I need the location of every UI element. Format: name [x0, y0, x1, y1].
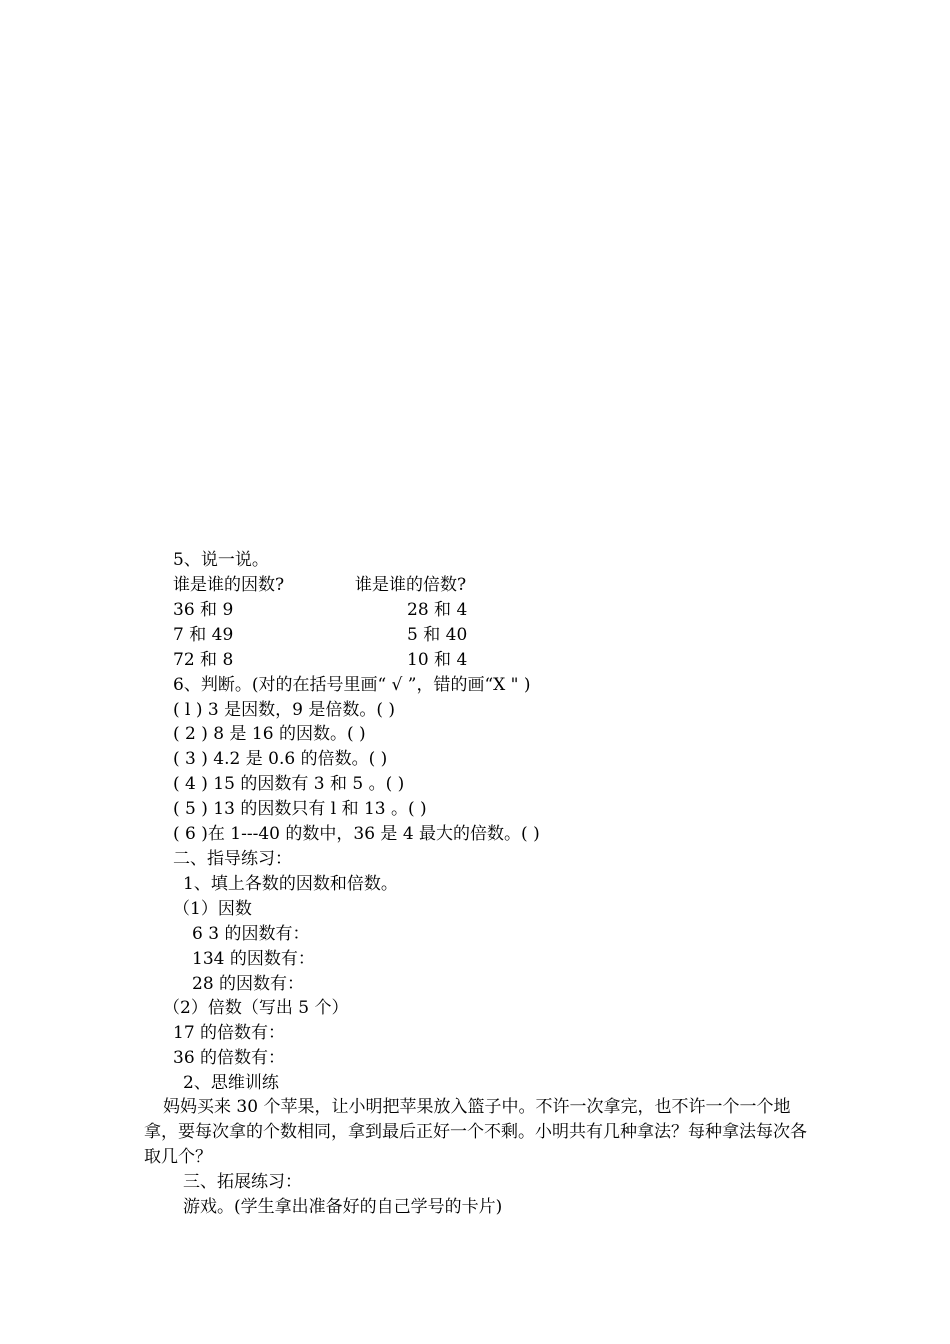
pair-right: 5 和 40	[407, 625, 468, 645]
multiple-blank: 17 的倍数有：	[173, 1023, 286, 1043]
judge-item: ( 5 ) 13 的因数只有 l 和 13 。( )	[173, 799, 427, 819]
pair-left: 7 和 49	[173, 625, 234, 645]
judge-item: ( 2 ) 8 是 16 的因数。( )	[173, 724, 366, 744]
question2-heading: 2、思维训练	[183, 1073, 279, 1093]
judge-item: ( 6 )在 1---40 的数中，36 是 4 最大的倍数。( )	[173, 824, 540, 844]
multiple-column-title: 谁是谁的倍数?	[355, 575, 467, 595]
pair-right: 10 和 4	[407, 650, 468, 670]
section6-heading: 6、判断。(对的在括号里画“ √ ”，错的画“X " )	[173, 675, 531, 695]
factors-heading: （1）因数	[173, 899, 252, 919]
factor-blank: 134 的因数有：	[192, 949, 315, 969]
factor-blank: 6 3 的因数有：	[192, 924, 310, 944]
guided-practice-heading: 二、指导练习：	[173, 849, 292, 869]
pair-left: 72 和 8	[173, 650, 234, 670]
multiple-blank: 36 的倍数有：	[173, 1048, 286, 1068]
pair-right: 28 和 4	[407, 600, 468, 620]
factor-blank: 28 的因数有：	[192, 974, 305, 994]
multiples-heading: （2）倍数（写出 5 个）	[163, 998, 349, 1018]
thinking-problem-text: 妈妈买来 30 个苹果，让小明把苹果放入篮子中。不许一次拿完，也不许一个一个地拿，要每次拿的个数相同，拿到最后正好一个不剩。小明共有几种拿法？每种拿法每次各取几个？	[144, 1097, 807, 1167]
game-instruction: 游戏。(学生拿出准备好的自己学号的卡片)	[183, 1197, 503, 1217]
question1-heading: 1、填上各数的因数和倍数。	[183, 874, 398, 894]
extension-heading: 三、拓展练习：	[183, 1172, 302, 1192]
judge-item: ( 3 ) 4.2 是 0.6 的倍数。( )	[173, 749, 388, 769]
factor-column-title: 谁是谁的因数?	[173, 575, 285, 595]
judge-item: ( 4 ) 15 的因数有 3 和 5 。( )	[173, 774, 405, 794]
judge-item: ( l ) 3 是因数，9 是倍数。( )	[173, 700, 396, 720]
pair-left: 36 和 9	[173, 600, 234, 620]
section5-heading: 5、说一说。	[173, 550, 269, 570]
